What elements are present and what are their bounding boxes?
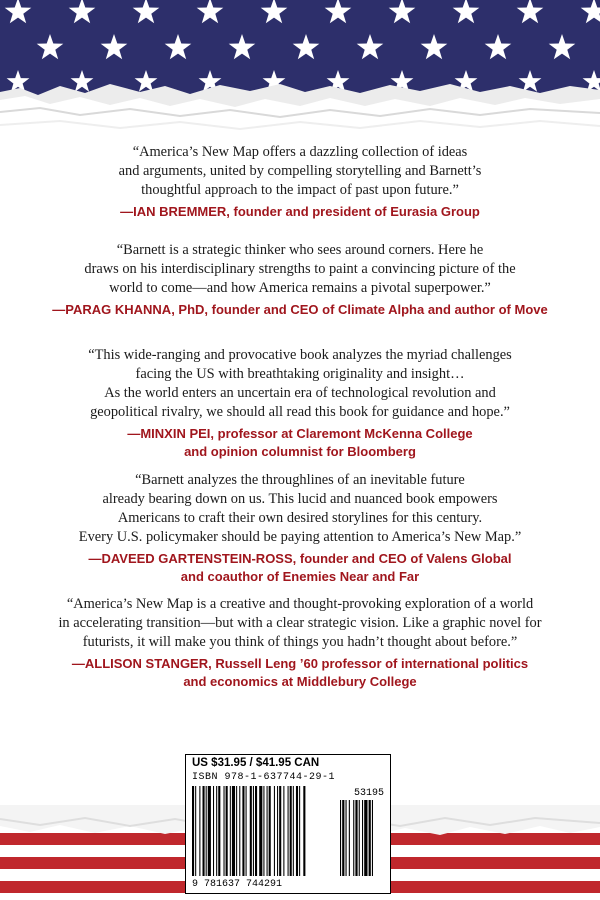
addon-bar [359, 800, 360, 876]
isbn-label: ISBN 978-1-637744-29-1 [192, 772, 336, 783]
barcode-bar [213, 786, 214, 876]
barcode-bar [293, 786, 294, 876]
addon-bar [369, 800, 371, 876]
barcode-bar [255, 786, 257, 876]
quote-line: As the world enters an uncertain era of technological revolution and [104, 385, 496, 401]
addon-bar [355, 800, 357, 876]
barcode-bars [190, 786, 388, 878]
attribution-line: —IAN BREMMER, founder and president of Eurasia Group [120, 204, 480, 219]
barcode-bar [274, 786, 275, 876]
quote-line: “Barnett is a strategic thinker who sees around corners. Here he [116, 242, 484, 258]
quote-line: thoughtful approach to the impact of past upon future.” [141, 182, 459, 198]
quote-line: world to come—and how America remains a pivotal superpower.” [109, 280, 491, 296]
addon-bar [342, 800, 344, 876]
attribution-line: —MINXIN PEI, professor at Claremont McKenna College [127, 426, 473, 441]
barcode-bar [263, 786, 264, 876]
quote-line: facing the US with breathtaking originality and insight… [135, 366, 465, 382]
barcode-bar [192, 786, 194, 876]
barcode-bar [253, 786, 254, 876]
quote-line: “Barnett analyzes the throughlines of an inevitable future [135, 472, 465, 488]
barcode-bar [250, 786, 252, 876]
barcode-digits: 9 781637 744291 [192, 879, 283, 890]
attribution-line: —PARAG KHANNA, PhD, founder and CEO of Climate Alpha and author of Move [52, 302, 548, 317]
blurb-attribution [0, 203, 600, 221]
addon-bar [340, 800, 341, 876]
barcode-bar [236, 786, 237, 876]
quote-line: Americans to craft their own desired storylines for this century. [117, 510, 483, 526]
barcode-bar [296, 786, 298, 876]
attribution-line: —ALLISON STANGER, Russell Leng ’60 professor of international politics [71, 656, 529, 671]
blurb-attribution [0, 301, 600, 319]
barcode-bar [259, 786, 262, 876]
blurb-3 [0, 346, 600, 461]
barcode-bar [208, 786, 211, 876]
quote-line: “America’s New Map offers a dazzling collection of ideas [132, 144, 468, 160]
barcode-bar [288, 786, 289, 876]
barcode-bar [203, 786, 205, 876]
attribution-line: and opinion columnist for Bloomberg [184, 444, 416, 459]
quote-line: futurists, it will make you think of things you hadn’t thought about before.” [82, 634, 518, 650]
barcode-bar [303, 786, 305, 876]
blurb-attribution [0, 550, 600, 586]
attribution-line: —DAVEED GARTENSTEIN-ROSS, founder and CEO of Valens Global [88, 551, 512, 566]
barcode-bar [246, 786, 247, 876]
blurb-attribution [0, 425, 600, 461]
barcode-bar [218, 786, 220, 876]
quote-line: “This wide-ranging and provocative book analyzes the myriad challenges [88, 347, 512, 363]
blurb-4 [0, 471, 600, 586]
barcode-bar [269, 786, 271, 876]
barcode-bar [277, 786, 278, 876]
barcode-bar [230, 786, 231, 876]
attribution-line: and economics at Middlebury College [183, 674, 417, 689]
addon-bar [372, 800, 373, 876]
barcode-bar [226, 786, 228, 876]
barcode-panel [185, 754, 391, 894]
barcode-bar [216, 786, 217, 876]
barcode-bar [283, 786, 284, 876]
price-label: US $31.95 / $41.95 CAN [192, 757, 320, 769]
addon-bar [353, 800, 354, 876]
barcode-bar [299, 786, 300, 876]
barcode-bar [232, 786, 235, 876]
barcode-bar [290, 786, 292, 876]
blurb-attribution [0, 655, 600, 691]
quote-line: “America’s New Map is a creative and thought-provoking exploration of a world [66, 596, 534, 612]
barcode-bar [279, 786, 281, 876]
barcode-bar [224, 786, 225, 876]
blurb-quote [0, 346, 600, 422]
barcode-bar [242, 786, 244, 876]
blurb-quote [0, 595, 600, 652]
barcode-bar [267, 786, 268, 876]
attribution-line: and coauthor of Enemies Near and Far [180, 569, 420, 584]
quote-line: in accelerating transition—but with a clear strategic vision. Like a graphic novel for [58, 615, 542, 631]
flag-stars-banner [0, 0, 600, 150]
blurb-quote [0, 241, 600, 298]
quote-line: already bearing down on us. This lucid and nuanced book empowers [102, 491, 498, 507]
barcode-bar [239, 786, 240, 876]
addon-bar [346, 800, 347, 876]
blurb-2 [0, 241, 600, 319]
quote-line: and arguments, united by compelling storytelling and Barnett’s [118, 163, 482, 179]
barcode-bar [206, 786, 207, 876]
quote-line: Every U.S. policymaker should be paying attention to America’s New Map.” [78, 529, 522, 545]
addon-bar [349, 800, 350, 876]
quote-line: geopolitical rivalry, we should all read this book for guidance and hope.” [90, 404, 510, 420]
barcode-bar [195, 786, 196, 876]
blurb-quote [0, 143, 600, 200]
addon-bar [362, 800, 363, 876]
blurb-1 [0, 143, 600, 221]
blurb-quote [0, 471, 600, 547]
addon-digits: 53195 [353, 788, 384, 799]
quote-line: draws on his interdisciplinary strengths to paint a convincing picture of the [84, 261, 516, 277]
addon-bar [364, 800, 367, 876]
barcode-bar [199, 786, 200, 876]
blurb-5 [0, 595, 600, 691]
